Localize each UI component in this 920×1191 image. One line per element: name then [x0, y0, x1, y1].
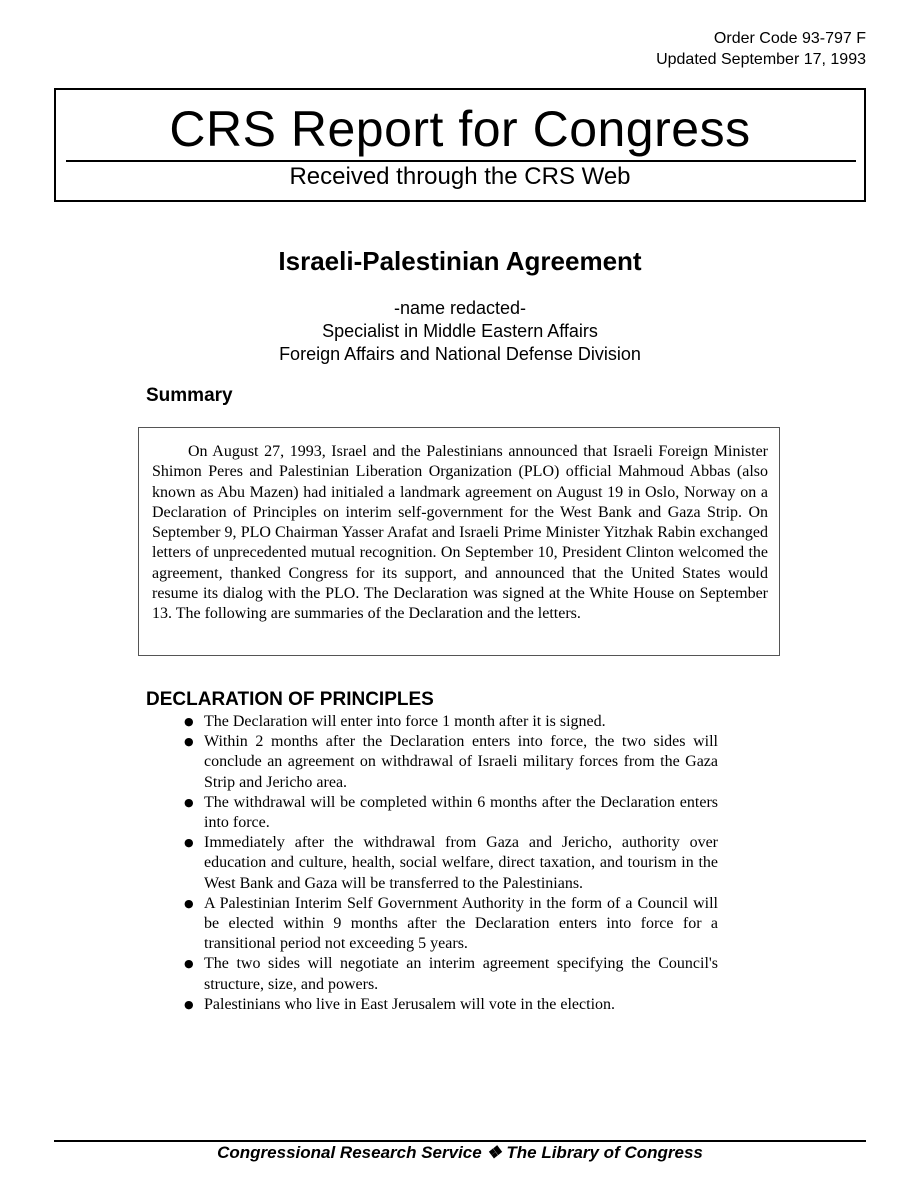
- bullet-icon: ●: [184, 735, 194, 749]
- bullet-icon: ●: [184, 836, 194, 850]
- updated-date: Updated September 17, 1993: [656, 51, 866, 68]
- document-title: Israeli-Palestinian Agreement: [278, 246, 642, 276]
- order-info: [656, 28, 866, 70]
- author-block: [0, 297, 920, 366]
- list-item-text: Palestinians who live in East Jerusalem will vote in the election.: [204, 995, 616, 1013]
- bullet-icon: ●: [184, 997, 194, 1011]
- list-item: [182, 712, 718, 732]
- bullet-icon: ●: [184, 795, 194, 809]
- list-item-text: Immediately after the withdrawal from Gaza and Jericho, authority over education and culture, health, social welfare, direct taxation, and tourism in the West Bank and Gaza will be transferred to the Palestinians.: [204, 834, 718, 892]
- list-item: [182, 732, 718, 793]
- author-name: -name redacted-: [393, 298, 527, 318]
- summary-heading: Summary: [146, 385, 233, 406]
- banner-subtitle: Received through the CRS Web: [289, 163, 631, 190]
- list-item-text: The Declaration will enter into force 1 month after it is signed.: [204, 713, 606, 730]
- summary-box: [138, 427, 780, 656]
- bullet-icon: ●: [184, 957, 194, 971]
- summary-text: On August 27, 1993, Israel and the Palestinians announced that Israeli Foreign Minister Shimon Peres and Palestinian Liberation Organization (PLO) official Mahmoud Abbas (also known as Abu Mazen) had initialed a landmark agreement on August 19 in Oslo, Norway on a Declaration of Principles on interim self-government for the West Bank and Gaza Strip. On September 9, PLO Chairman Yasser Arafat and Israeli Prime Minister Yitzhak Rabin exchanged letters of unprecedented mutual recognition. On September 10, President Clinton welcomed the agreement, thanked Congress for its support, and announced that the United States would resume its dialog with the PLO. The Declaration was signed at the White House on September 13. The following are summaries of the Declaration and the letters.: [152, 443, 768, 623]
- list-item: [182, 995, 718, 1015]
- list-item-text: The two sides will negotiate an interim agreement specifying the Council's structure, size, and powers.: [204, 955, 718, 993]
- list-item: [182, 894, 718, 955]
- footer-text: Congressional Research Service ❖ The Library of Congress: [217, 1143, 703, 1162]
- list-item-text: The withdrawal will be completed within 6 months after the Declaration enters into force.: [204, 793, 718, 832]
- report-banner: [54, 88, 866, 202]
- bullet-icon: ●: [184, 896, 194, 910]
- order-code: Order Code 93-797 F: [713, 30, 866, 47]
- list-item: [182, 954, 718, 994]
- author-division: Foreign Affairs and National Defense Division: [279, 344, 641, 364]
- author-position: Specialist in Middle Eastern Affairs: [322, 321, 598, 341]
- banner-title: CRS Report for Congress: [169, 101, 751, 157]
- list-item: [182, 833, 718, 894]
- list-item-text: A Palestinian Interim Self Government Authority in the form of a Council will be elected within 9 months after the Declaration enters into force for a transitional period not exceeding 5 years.: [204, 894, 718, 953]
- declaration-list: [182, 712, 718, 1015]
- bullet-icon: ●: [184, 715, 194, 728]
- declaration-heading: DECLARATION OF PRINCIPLES: [146, 689, 434, 710]
- list-item: [182, 793, 718, 833]
- list-item-text: Within 2 months after the Declaration enters into force, the two sides will conclude an agreement on withdrawal of Israeli military forces from the Gaza Strip and Jericho area.: [204, 733, 718, 791]
